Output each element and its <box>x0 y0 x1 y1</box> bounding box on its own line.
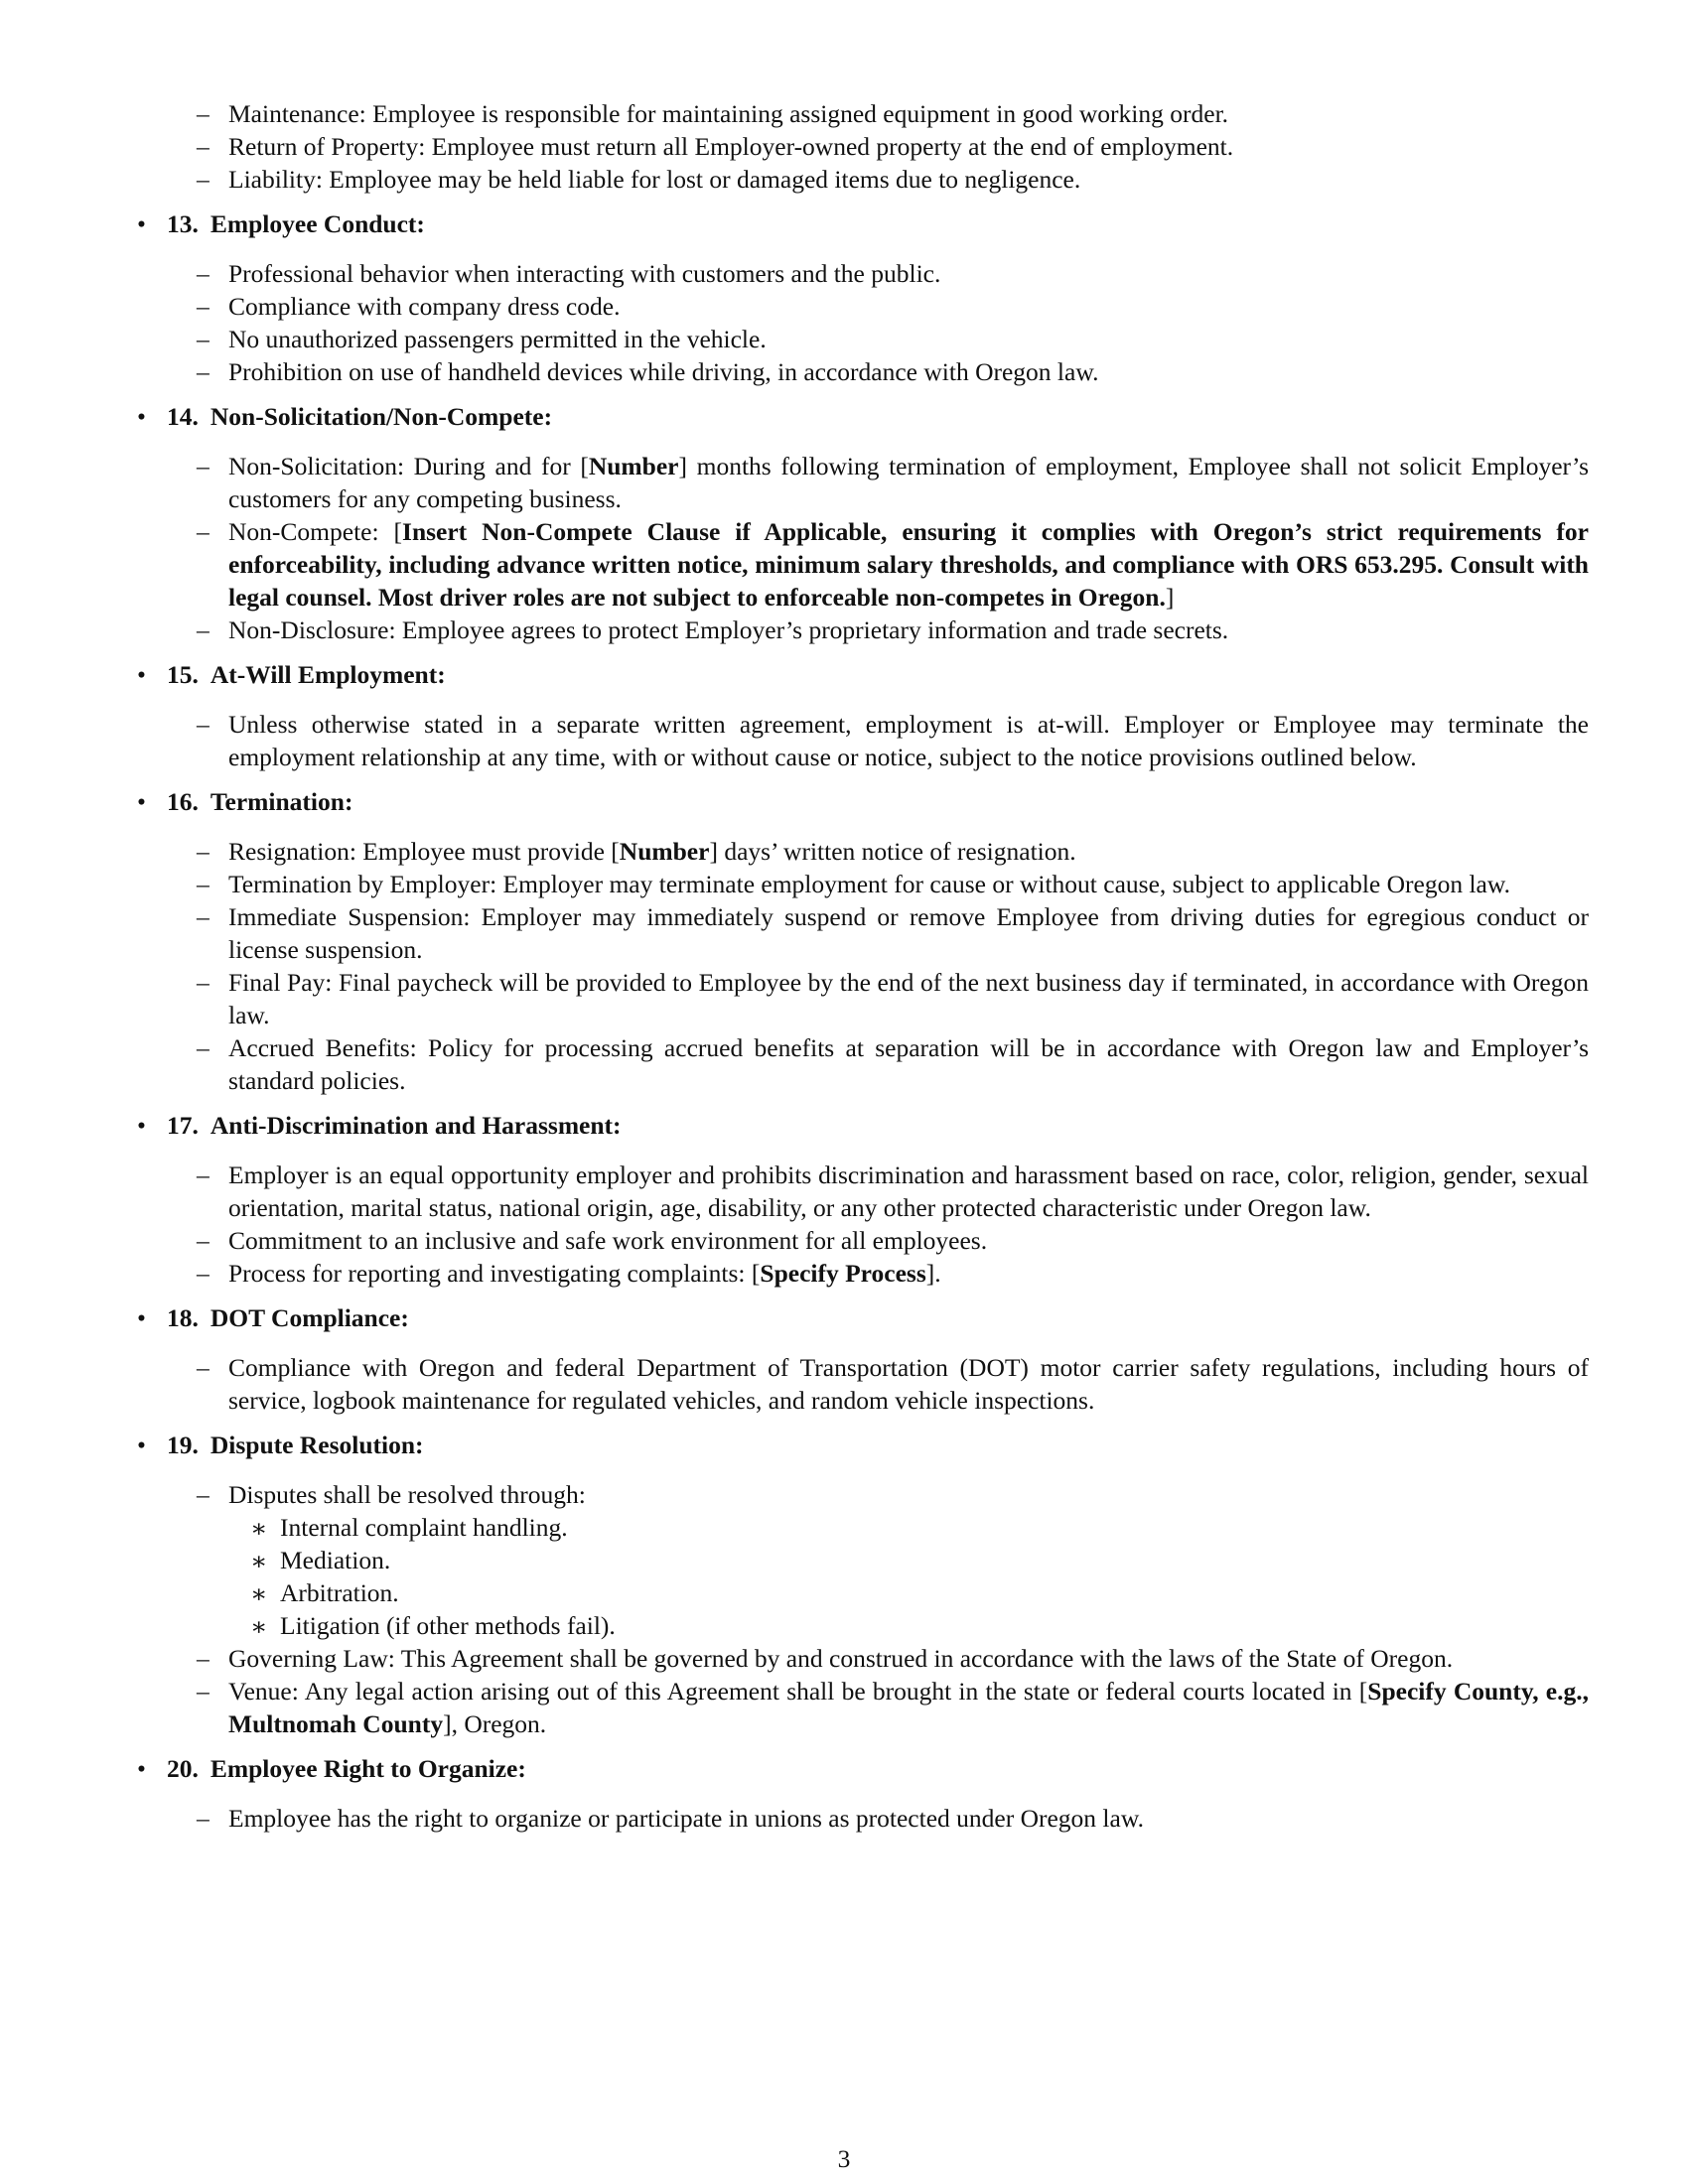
list-item: – Final Pay: Final paycheck will be provided to Employee by the end of the next business day if terminated, in accordance with Oregon law. <box>228 966 1589 1031</box>
section-list <box>137 1478 1589 1740</box>
section-heading <box>137 400 1589 433</box>
section-number: 20. <box>167 1754 199 1783</box>
nested-list-item: ∗ Arbitration. <box>280 1576 1589 1609</box>
section-list <box>137 1802 1589 1835</box>
section-14 <box>137 400 1589 646</box>
section-15 <box>137 658 1589 773</box>
section-16 <box>137 785 1589 1097</box>
section-title: Employee Right to Organize: <box>210 1754 526 1783</box>
section-list <box>137 1351 1589 1417</box>
item-text: Venue: Any legal action arising out of this Agreement shall be brought in the state or federal courts located in [ <box>228 1677 1368 1706</box>
section-heading <box>137 785 1589 818</box>
nested-list-item: ∗ Internal complaint handling. <box>280 1511 1589 1544</box>
section-number: 17. <box>167 1111 199 1140</box>
item-text: Process for reporting and investigating complaints: [ <box>228 1259 761 1288</box>
placeholder-text: Number <box>619 837 710 866</box>
list-item: – Prohibition on use of handheld devices while driving, in accordance with Oregon law. <box>228 355 1589 388</box>
list-item: – Accrued Benefits: Policy for processing accrued benefits at separation will be in accordance with Oregon law and Employer’s standard policies. <box>228 1031 1589 1097</box>
item-text: ], Oregon. <box>443 1709 547 1738</box>
item-text: ] days’ written notice of resignation. <box>709 837 1076 866</box>
nested-list-item: ∗ Litigation (if other methods fail). <box>280 1609 1589 1642</box>
list-item: – Maintenance: Employee is responsible for maintaining assigned equipment in good working order. <box>228 97 1589 130</box>
item-text: Disputes shall be resolved through: <box>228 1480 586 1509</box>
list-item: – Return of Property: Employee must return all Employer-owned property at the end of employment. <box>228 130 1589 163</box>
list-item: – Compliance with company dress code. <box>228 290 1589 323</box>
section-heading <box>137 1752 1589 1785</box>
section-18 <box>137 1301 1589 1417</box>
section-heading <box>137 1301 1589 1334</box>
section-list <box>137 835 1589 1097</box>
list-item: – Governing Law: This Agreement shall be governed by and construed in accordance with the laws of the State of Oregon. <box>228 1642 1589 1675</box>
list-item <box>228 515 1589 614</box>
list-item: – No unauthorized passengers permitted in the vehicle. <box>228 323 1589 355</box>
section-number: 18. <box>167 1303 199 1332</box>
list-item: – Termination by Employer: Employer may terminate employment for cause or without cause, subject to applicable Oregon law. <box>228 868 1589 900</box>
section-number: 19. <box>167 1431 199 1459</box>
nested-list-item: ∗ Mediation. <box>280 1544 1589 1576</box>
section-title: DOT Compliance: <box>210 1303 409 1332</box>
section-number: 16. <box>167 787 199 816</box>
section-heading <box>137 207 1589 240</box>
section-title: Anti-Discrimination and Harassment: <box>210 1111 622 1140</box>
placeholder-text: Number <box>588 452 679 480</box>
list-item <box>228 1257 1589 1290</box>
list-item: – Employee has the right to organize or participate in unions as protected under Oregon law. <box>228 1802 1589 1835</box>
item-text: Resignation: Employee must provide [ <box>228 837 620 866</box>
section-list <box>137 1159 1589 1290</box>
section-list <box>137 708 1589 773</box>
list-item <box>228 1478 1589 1642</box>
page-number: 3 <box>837 2144 851 2173</box>
list-item: – Commitment to an inclusive and safe work environment for all employees. <box>228 1224 1589 1257</box>
list-item <box>228 1675 1589 1740</box>
section-17 <box>137 1109 1589 1290</box>
section-title: Non-Solicitation/Non-Compete: <box>210 402 553 431</box>
item-text: ] months following termination of employment, Employee shall not solicit Employer’s customers for any competing business. <box>228 452 1590 513</box>
section-number: 14. <box>167 402 199 431</box>
section-title: Termination: <box>210 787 353 816</box>
section-heading <box>137 1429 1589 1461</box>
section-title: Employee Conduct: <box>210 209 425 238</box>
section-list <box>137 257 1589 388</box>
resolution-methods-list <box>228 1511 1589 1642</box>
section-list <box>137 450 1589 646</box>
item-text: ] <box>1165 583 1175 612</box>
placeholder-text: Insert Non-Compete Clause if Applicable, ensuring it complies with Oregon’s strict requirements for enforceability, including advance written notice, minimum salary thresholds, and compliance with ORS 653.295. Consult with legal counsel. Most driver roles are not subject to enforceable non-competes in Oregon. <box>228 517 1589 612</box>
section-19 <box>137 1429 1589 1740</box>
list-item: – Unless otherwise stated in a separate written agreement, employment is at-will. Employer or Employee may terminate the employment relationship at any time, with or without cause or notice, subject to the notice provisions outlined below. <box>228 708 1589 773</box>
list-item <box>228 450 1589 515</box>
item-text: Non-Solicitation: During and for [ <box>228 452 589 480</box>
document-page <box>137 97 1589 1835</box>
placeholder-text: Specify County, e.g., Multnomah County <box>228 1677 1589 1738</box>
list-item: – Employer is an equal opportunity employer and prohibits discrimination and harassment based on race, color, religion, gender, sexual orientation, marital status, national origin, age, disability, or any other protected characteristic under Oregon law. <box>228 1159 1589 1224</box>
list-item: – Immediate Suspension: Employer may immediately suspend or remove Employee from driving duties for egregious conduct or license suspension. <box>228 900 1589 966</box>
item-text: ]. <box>925 1259 941 1288</box>
section-heading <box>137 658 1589 691</box>
list-item: – Professional behavior when interacting with customers and the public. <box>228 257 1589 290</box>
section-title: At-Will Employment: <box>210 660 446 689</box>
list-item: – Non-Disclosure: Employee agrees to protect Employer’s proprietary information and trade secrets. <box>228 614 1589 646</box>
list-item: – Liability: Employee may be held liable for lost or damaged items due to negligence. <box>228 163 1589 196</box>
list-item: – Compliance with Oregon and federal Department of Transportation (DOT) motor carrier safety regulations, including hours of service, logbook maintenance for regulated vehicles, and random vehicle inspections. <box>228 1351 1589 1417</box>
list-item <box>228 835 1589 868</box>
item-text: Non-Compete: [ <box>228 517 403 546</box>
placeholder-text: Specify Process <box>760 1259 926 1288</box>
continued-list <box>137 97 1589 196</box>
section-number: 13. <box>167 209 199 238</box>
section-13 <box>137 207 1589 388</box>
section-heading <box>137 1109 1589 1142</box>
section-number: 15. <box>167 660 199 689</box>
section-title: Dispute Resolution: <box>210 1431 424 1459</box>
section-20 <box>137 1752 1589 1835</box>
